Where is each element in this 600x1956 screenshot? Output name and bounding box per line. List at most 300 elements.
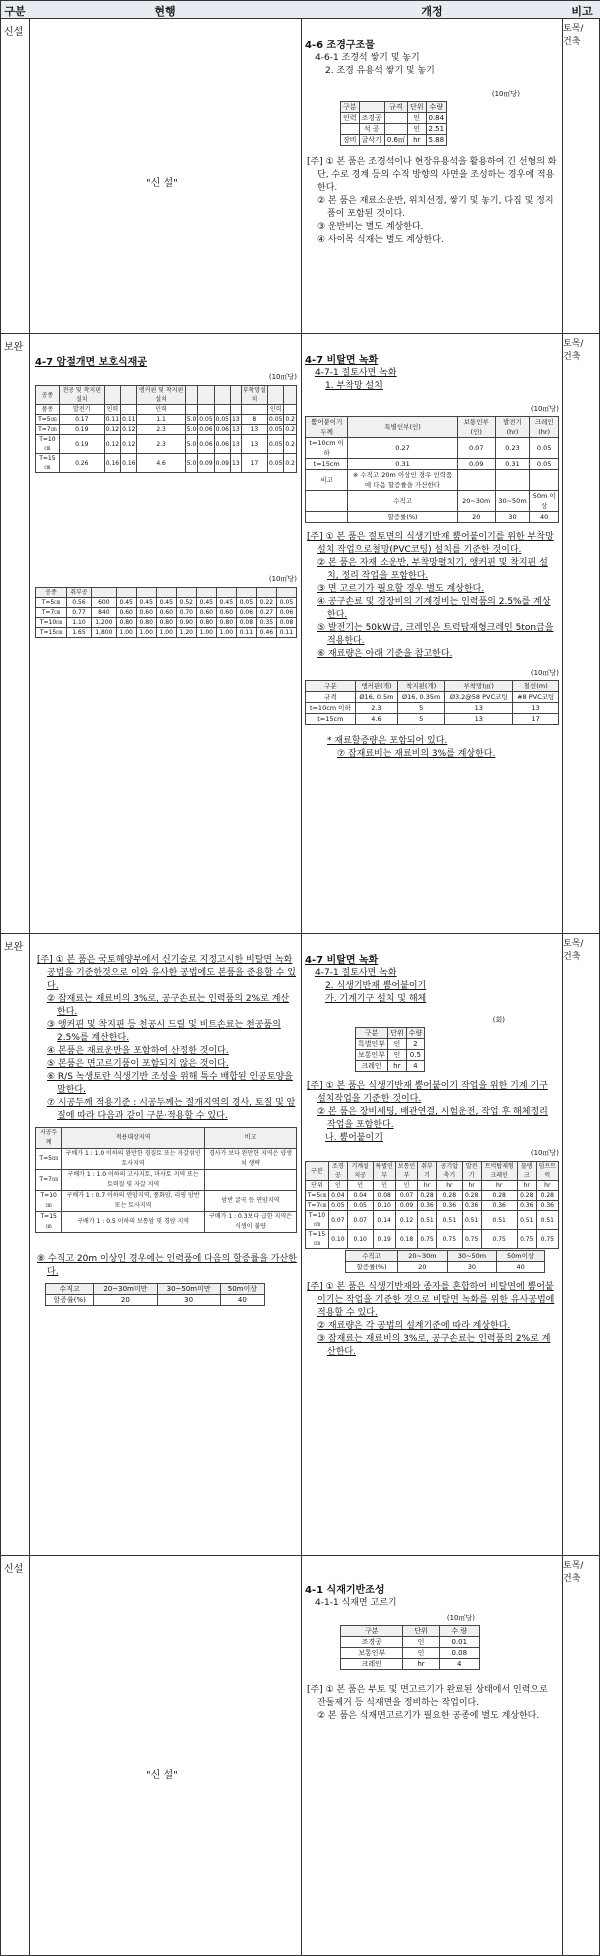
table-cell: 할증률(%) — [348, 512, 457, 523]
table-row — [306, 1211, 559, 1230]
table-cell: 0.75 — [536, 1230, 558, 1249]
table-cell: 석 공 — [359, 124, 384, 135]
table-cell — [204, 1170, 296, 1191]
table-cell: 0.60 — [136, 608, 156, 618]
table-row — [46, 1295, 265, 1306]
table-row — [356, 1061, 425, 1072]
table-cell: hr — [536, 1181, 558, 1191]
table-cell: T=5㎝ — [36, 415, 60, 425]
table-cell: 0.75 — [481, 1230, 517, 1249]
table-cell: 시공두께 — [36, 1128, 62, 1149]
subsection-title: 4-1-1 식재면 고르기 — [315, 1598, 397, 1608]
table-row — [36, 386, 297, 405]
table-cell: 0.08 — [276, 618, 296, 628]
table-row — [356, 1028, 425, 1039]
table-row — [36, 1170, 297, 1191]
table-cell: 2 — [406, 1039, 425, 1050]
section-title: 4-6 조경구조물 — [305, 40, 375, 51]
table-cell: 0.06 — [199, 426, 213, 433]
table-cell: 13 — [232, 416, 240, 423]
table-cell: 트럭탑재형크레인 — [481, 1162, 517, 1181]
table-cell: 구분 — [341, 102, 360, 113]
table-cell: 0.06 — [215, 426, 229, 433]
table-cell: T=15㎝ — [36, 628, 67, 638]
table-cell: 30 — [157, 1295, 220, 1306]
table-cell: 0.09 — [395, 1201, 417, 1211]
item-sub-title: 나. 뿜어붙이기 — [325, 1133, 383, 1143]
table-cell: 0.19 — [59, 435, 104, 454]
row-slope-greening-mesh — [1, 334, 600, 934]
table-cell: 0.10 — [328, 1230, 347, 1249]
note-item: ③ 잡재료는 재료비의 3%로, 공구손료는 인력품의 2%로 계산한다. — [317, 1334, 551, 1357]
table-cell: 적용대상지역 — [62, 1128, 205, 1149]
note-item: ② 본 품은 식재면고르기가 필요한 공종에 별도 계상한다. — [317, 1711, 540, 1721]
table-cell: 1.00 — [156, 628, 176, 638]
table-cell — [241, 405, 267, 415]
table-cell: 0.45 — [136, 598, 156, 608]
table-cell: 0.60 — [156, 608, 176, 618]
table-cell: Ø16, 0.35m — [398, 692, 445, 703]
table-cell — [198, 405, 214, 415]
table-cell: 4 — [406, 1061, 425, 1072]
table-cell: 0.60 — [216, 608, 236, 618]
table-cell: 인 — [395, 1181, 417, 1191]
table-cell: 30~50m — [447, 1251, 497, 1262]
table-cell: 0.11 — [276, 628, 296, 638]
table-cell — [91, 588, 116, 598]
table-cell: T=10㎝ — [36, 618, 67, 628]
table-cell: 0.05 — [347, 1201, 373, 1211]
revised-content — [305, 954, 559, 1359]
table-cell: 0.36 — [536, 1201, 558, 1211]
table-cell: 0.09 — [198, 454, 214, 473]
table-cell — [185, 386, 198, 405]
table-cell: 2.51 — [426, 124, 447, 135]
table-cell: 0.45 — [156, 598, 176, 608]
notes — [305, 1684, 559, 1723]
table-cell: 특별인부(인) — [348, 417, 457, 438]
table-cell: 13 — [445, 703, 513, 714]
table-row — [36, 425, 297, 435]
notes — [305, 531, 559, 661]
table-cell: 앵커핀(개) — [355, 681, 398, 692]
table-row — [306, 438, 559, 459]
table-cell: 0.08 — [236, 618, 256, 628]
notes — [305, 1080, 559, 1132]
after-notes — [305, 735, 559, 761]
table-cell: T=10㎝ — [306, 1211, 329, 1230]
table-cell: 부착망(㎡) — [445, 681, 513, 692]
table-cell — [116, 588, 136, 598]
table-cell: 덤프트럭 — [536, 1162, 558, 1181]
note-item: ③ 운반비는 별도 계상한다. — [317, 222, 424, 232]
table-cell: 0.05 — [199, 416, 213, 423]
table-cell: 1.00 — [116, 628, 136, 638]
table-cell: 20~30m — [398, 1251, 448, 1262]
stone-table — [340, 101, 447, 146]
table-cell: 인 — [347, 1181, 373, 1191]
note-item: ② 본 품은 장비세팅, 배관연결, 시험운전, 작업 후 해체정리 작업을 포함한다. — [317, 1107, 548, 1130]
table-cell: 0.35 — [256, 618, 276, 628]
table-cell: 경사가 보다 완만한 지역은 양생치 생략 — [204, 1149, 296, 1170]
table-cell: 0.28 — [481, 1191, 517, 1201]
table-cell: T=15㎝ — [306, 1230, 329, 1249]
table-cell: 0.2 — [285, 416, 295, 423]
table-cell: 수량 — [406, 1028, 425, 1039]
table-row — [356, 1039, 425, 1050]
table-cell: t=15cm — [306, 714, 356, 725]
table-cell: hr — [403, 1659, 439, 1670]
unit-label: (10㎡당) — [268, 575, 297, 583]
new-label: "신 설" — [146, 178, 178, 189]
table-row — [36, 628, 297, 638]
note-item: ⑦ 잡재료비는 재료비의 3%를 계상한다. — [337, 749, 496, 759]
table-cell: T=5㎝ — [306, 1191, 329, 1201]
note-item: [주] ① 본 품은 조경석이나 현장유용석을 활용하여 긴 선형의 화단, 수로 경계 등의 수직 방향의 사면을 조성하는 경우에 적용한다. — [307, 157, 557, 193]
table-cell — [530, 470, 559, 491]
table-cell: 1.1 — [137, 415, 185, 425]
current-notes — [35, 954, 297, 1123]
table-cell: 0.75 — [462, 1230, 481, 1249]
table-cell: 인력 — [268, 405, 284, 415]
thickness-table — [35, 1127, 297, 1233]
table-cell — [495, 470, 530, 491]
table-cell: 5.0 — [186, 426, 197, 433]
table-cell: 구배가 1 : 0.7 이하의 연암지역, 풍화암, 리핑 암반 또는 토사지역 — [62, 1191, 205, 1212]
table-cell: 0.36 — [462, 1201, 481, 1211]
spray-table — [305, 1161, 559, 1249]
table-cell: T=15㎝ — [36, 454, 60, 473]
table-cell: 0.51 — [418, 1211, 437, 1230]
table-row — [306, 417, 559, 438]
table-cell — [306, 491, 348, 512]
table-row — [36, 1128, 297, 1149]
row-remark: 토목/ 건축 — [563, 339, 584, 362]
table-cell — [341, 124, 360, 135]
header-revised: 개정 — [421, 5, 443, 18]
table-cell: 50m이상 — [220, 1284, 264, 1295]
subsection-title: 4-7-1 절토사면 녹화 — [315, 968, 397, 978]
table-cell: 0.19 — [59, 425, 104, 435]
table-cell: 공종 — [36, 386, 60, 405]
table-row — [306, 1162, 559, 1181]
table-row — [36, 618, 297, 628]
table-cell: 8 — [241, 415, 267, 425]
table-cell: 0.04 — [328, 1191, 347, 1201]
table-cell: 취부기 — [418, 1162, 437, 1181]
table-cell: 1.10 — [67, 618, 92, 628]
table-cell: 30~50m미만 — [157, 1284, 220, 1295]
table-cell: T=5㎝ — [36, 1149, 62, 1170]
row-planting-base — [1, 1556, 600, 1956]
table-cell: 앵커핀 및 착지핀 설치 — [138, 387, 184, 403]
table-cell: T=10㎝ — [36, 435, 60, 454]
table-cell — [359, 102, 384, 113]
table-cell: 1.20 — [176, 628, 196, 638]
note-item: [주] ① 본 품은 절토면의 식생기반재 뿜어붙이기를 위한 부착망 설치 작업으로철망(PVC코팅) 설치를 기준한 것이다. — [307, 532, 554, 555]
table-cell: 비고 — [204, 1128, 296, 1149]
table-cell: 0.52 — [176, 598, 196, 608]
table-cell: 인 — [388, 1039, 407, 1050]
table-cell: 0.28 — [436, 1191, 462, 1201]
table-cell: 0.16 — [104, 454, 120, 473]
table-cell — [457, 470, 495, 491]
header-current: 현행 — [154, 5, 176, 18]
table-cell: 840 — [91, 608, 116, 618]
table-cell: 4 — [439, 1659, 479, 1670]
table-cell: 굴삭기 — [359, 135, 384, 146]
table-cell: 0.27 — [256, 608, 276, 618]
item-title: 2. 식생기반재 뿜어붙이기 — [325, 981, 427, 991]
table-cell — [214, 405, 230, 415]
table-cell: 0.2 — [284, 435, 297, 454]
table-cell: 0.05 — [530, 438, 559, 459]
table-row — [346, 1251, 545, 1262]
note-item: ⑤ 발전기는 50kW급, 크레인은 트럭탑재형크레인 5ton급을 적용한다. — [317, 623, 554, 646]
table-cell: 0.80 — [216, 618, 236, 628]
note-item: [주] ① 본 품은 식생기반재 뿜어붙이기 작업을 위한 기계 기구 설치작업을 기준한 것이다. — [307, 1081, 548, 1104]
table-cell: 인 — [407, 124, 426, 135]
table-cell: 할증률(%) — [346, 1262, 398, 1273]
table-cell: 13 — [241, 425, 267, 435]
table-cell: 0.84 — [426, 113, 447, 124]
item-sub-title: 가. 기계기구 설치 및 해체 — [325, 994, 427, 1004]
table-cell: 구분 — [356, 1028, 388, 1039]
table-cell: 발전기(hr) — [495, 417, 530, 438]
table-cell: 0.28 — [536, 1191, 558, 1201]
table-cell: 수직고 — [348, 491, 457, 512]
table-cell: 0.45 — [216, 598, 236, 608]
current-content — [35, 356, 297, 639]
table-cell: T=7㎝ — [36, 1170, 62, 1191]
table-cell — [185, 405, 198, 415]
table-cell: 20~30m미만 — [94, 1284, 157, 1295]
table-cell: 0.51 — [536, 1211, 558, 1230]
table-cell: t=15cm — [306, 459, 348, 470]
table-cell: 조경공 — [328, 1162, 347, 1181]
table-row — [306, 714, 559, 725]
notes — [305, 1281, 559, 1359]
table-row — [306, 1230, 559, 1249]
table-cell: 4.6 — [355, 714, 398, 725]
table-cell: 암반 굴곡 등 연암지역 — [204, 1191, 296, 1212]
table-cell: 인 — [403, 1648, 439, 1659]
table-row — [341, 1637, 480, 1648]
table-cell: 13 — [513, 703, 559, 714]
table-cell: 20 — [94, 1295, 157, 1306]
table-cell: 1.00 — [136, 628, 156, 638]
table-cell: 0.18 — [395, 1230, 417, 1249]
item-title: 2. 조경 유용석 쌓기 및 놓기 — [325, 66, 435, 76]
surcharge-table — [45, 1283, 265, 1306]
table-cell: 0.28 — [517, 1191, 536, 1201]
table-cell — [198, 386, 214, 405]
table-cell: 0.05 — [328, 1201, 347, 1211]
table-cell: 0.14 — [373, 1211, 395, 1230]
table-cell: 단위 — [407, 102, 426, 113]
current-table-2 — [35, 587, 297, 638]
table-cell: 0.31 — [348, 459, 457, 470]
row-remark: 토목/ 건축 — [563, 24, 584, 47]
table-cell: 0.51 — [462, 1211, 481, 1230]
table-row — [36, 415, 297, 425]
row-remark: 토목/ 건축 — [563, 1561, 584, 1584]
table-row — [346, 1262, 545, 1273]
table-cell: t=10cm 이하 — [306, 438, 348, 459]
table-cell: 0.11 — [122, 416, 136, 423]
table-cell: hr — [436, 1181, 462, 1191]
unit-label: (10㎡당) — [530, 669, 559, 677]
table-cell: hr — [407, 135, 426, 146]
subsection-title: 4-6-1 조경석 쌓기 및 놓기 — [315, 53, 420, 63]
note-item: [주] ① 본 품은 식생기반재와 종자를 혼합하여 비탈면에 뿜어붙이기는 작업을 기준한 것으로 비탈면 녹화를 위한 유사공법에 적용할 수 있다. — [307, 1282, 555, 1318]
table-row — [36, 405, 297, 415]
table-cell: 0.80 — [116, 618, 136, 628]
unit-label: (10㎥당) — [491, 90, 520, 98]
table-cell: T=7㎝ — [36, 425, 60, 435]
table-cell: 13 — [241, 435, 267, 454]
table-cell: 크레인 — [356, 1061, 388, 1072]
note-item: [주] ① 본 품은 국토해양부에서 신기술로 지정고시한 비탈면 녹화공법을 기준한것으로 이와 유사한 공법에도 본품을 준용할 수 있다. — [37, 955, 296, 991]
table-row — [356, 1050, 425, 1061]
table-row — [36, 1191, 297, 1212]
table-cell: 구배가 1 : 0.3보다 급한 지역은 식생이 불량 — [204, 1212, 296, 1233]
table-cell — [176, 588, 196, 598]
current-title: 4-7 암절개면 보호식재공 — [35, 357, 147, 368]
table-row — [306, 1191, 559, 1201]
table-row — [306, 491, 559, 512]
table-cell: 0.17 — [59, 415, 104, 425]
table-cell: 0.07 — [457, 438, 495, 459]
table-cell: 4.6 — [137, 454, 185, 473]
table-cell: 물탱크 — [517, 1162, 536, 1181]
table-cell: 단위 — [388, 1028, 407, 1039]
table-cell: 규격 — [384, 102, 407, 113]
table-cell — [156, 588, 176, 598]
material-table — [305, 680, 559, 725]
section-title: 4-1 식재기반조성 — [305, 1585, 385, 1596]
table-cell: 0.77 — [67, 608, 92, 618]
table-cell: T=5㎝ — [36, 598, 67, 608]
table-cell: 규격 — [306, 692, 356, 703]
table-cell: 17 — [241, 454, 267, 473]
table-cell: 0.75 — [517, 1230, 536, 1249]
header-remark: 비고 — [571, 5, 593, 18]
table-row — [306, 681, 559, 692]
table-cell: 0.05 — [276, 598, 296, 608]
note-item: ⑥ R/S 녹생토란 식생기반 조성을 위해 특수 배합된 인공토양을 말한다. — [47, 1072, 293, 1095]
table-cell: 0.11 — [236, 628, 256, 638]
table-cell: 0.45 — [116, 598, 136, 608]
table-cell: 0.07 — [347, 1211, 373, 1230]
table-cell: 2.3 — [137, 425, 185, 435]
header-category: 구분 — [4, 5, 26, 18]
table-cell: 0.60 — [196, 608, 216, 618]
table-row — [36, 454, 297, 473]
table-row — [46, 1284, 265, 1295]
table-cell — [384, 124, 407, 135]
table-cell: 보통인부 — [341, 1648, 403, 1659]
table-cell: hr — [418, 1181, 437, 1191]
table-cell: 50m이상 — [497, 1251, 545, 1262]
table-cell: 0.36 — [436, 1201, 462, 1211]
table-cell: 5.88 — [426, 135, 447, 146]
table-cell: T=7㎝ — [36, 608, 67, 618]
table-cell: 크레인(hr) — [530, 417, 559, 438]
table-cell: 0.01 — [439, 1637, 479, 1648]
table-cell: 0.07 — [395, 1191, 417, 1201]
table-cell: 0.04 — [347, 1191, 373, 1201]
table-cell: #8 PVC코팅 — [513, 692, 559, 703]
table-cell — [231, 386, 242, 405]
table-cell: 0.90 — [176, 618, 196, 628]
row-slope-greening-spray — [1, 934, 600, 1556]
note-item: ② 본 품은 자재 소운반, 부착망펼치기, 앵커핀 및 착지핀 설치, 정리 작업을 포함한다. — [317, 558, 548, 581]
table-cell: 0.08 — [373, 1191, 395, 1201]
table-cell: 30 — [495, 512, 530, 523]
table-cell: 0.36 — [517, 1201, 536, 1211]
table-row — [36, 1149, 297, 1170]
table-cell: 발전기 — [59, 405, 104, 415]
table-cell: 장비 — [341, 135, 360, 146]
table-cell: 0.06 — [276, 608, 296, 618]
mesh-table — [305, 416, 559, 523]
table-cell: 조경공 — [359, 113, 384, 124]
table-cell: 0.60 — [116, 608, 136, 618]
surcharge-table — [345, 1250, 545, 1273]
unit-label: (10㎡당) — [446, 1614, 475, 1622]
table-cell: 2.3 — [355, 703, 398, 714]
table-cell: 보통인부 — [356, 1050, 388, 1061]
note-item: ⑥ 재료량은 아래 기준을 참고한다. — [317, 649, 453, 659]
table-cell: 0.05 — [236, 598, 256, 608]
table-row — [341, 113, 447, 124]
table-cell: 0.12 — [121, 435, 137, 454]
table-cell: 0.80 — [156, 618, 176, 628]
table-cell: 비고 — [306, 470, 348, 491]
note-item: ③ 앵커핀 및 착지핀 등 천공시 드릴 및 비트손료는 천공품의 2.5%를 계산한다. — [47, 1020, 281, 1043]
table-cell: 0.07 — [328, 1211, 347, 1230]
table-cell: 특별인부 — [373, 1162, 395, 1181]
table-cell: 철선(m) — [513, 681, 559, 692]
table-cell: 0.51 — [481, 1211, 517, 1230]
table-cell: 수직고 — [46, 1284, 94, 1295]
table-row — [36, 435, 297, 454]
table-cell: 13 — [232, 426, 240, 433]
table-cell: 공기압축기 — [436, 1162, 462, 1181]
table-cell: 0.05 — [268, 435, 284, 454]
table-row — [341, 1659, 480, 1670]
table-cell: 13 — [231, 454, 242, 473]
table-cell: 인 — [403, 1637, 439, 1648]
note-item: ④ 사이목 식재는 별도 계상한다. — [317, 235, 444, 245]
table-row — [36, 1212, 297, 1233]
table-cell: 0.70 — [176, 608, 196, 618]
table-cell: 17 — [513, 714, 559, 725]
table-cell: 수직고 — [346, 1251, 398, 1262]
table-cell — [236, 588, 256, 598]
notes — [305, 156, 559, 247]
table-cell: 부착망설치 — [242, 387, 266, 403]
table-cell: 인 — [328, 1181, 347, 1191]
table-cell: 0.05 — [269, 416, 283, 423]
table-cell: 2.3 — [137, 435, 185, 454]
table-row — [341, 124, 447, 135]
row-remark: 토목/ 건축 — [563, 939, 584, 962]
table-cell: 5.0 — [186, 416, 197, 423]
table-cell: 0.6㎥ — [384, 135, 407, 146]
table-row — [306, 703, 559, 714]
